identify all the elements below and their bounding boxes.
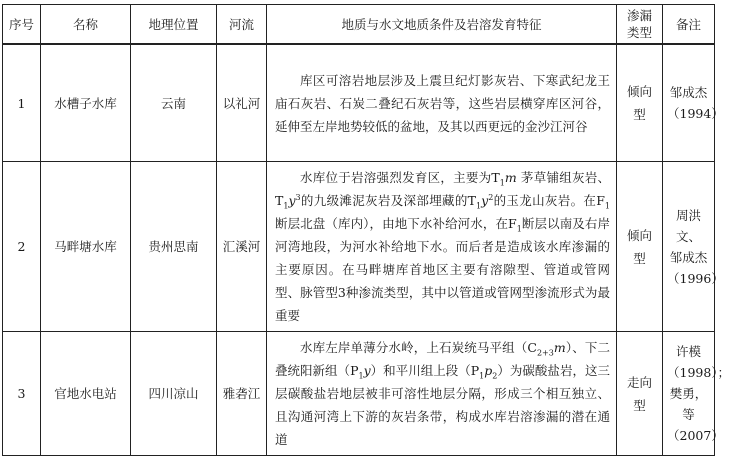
cell-location: 四川凉山 [131,332,217,456]
header-remarks: 备注 [663,5,715,45]
description-text: 库区可溶岩地层涉及上震旦纪灯影灰岩、下寒武纪龙王庙石灰岩、石炭二叠纪石灰岩等，这些岩层横穿库区河谷，延伸至左岸地势较低的盆地，及其以西更远的金沙江河谷 [275,72,610,134]
header-row [3,5,715,45]
cell-river: 以礼河 [217,44,267,162]
description-text: 水库位于岩溶强烈发育区，主要为$T_1m$ 茅草铺组灰岩、$T_1y^3$的九级滩泥灰岩及深部埋藏的$T_1y^2$的玉龙山灰岩。在$F_1$断层北盘（库内），由地下水补给河水，在$F_1$断层以南及右岸河湾地段，为河水补给地下水。而后者是造成该水库渗漏的主要原因。在马畔塘库首地区主要有溶隙型、管道或管网型、脉管型3种渗流类型，其中以管道或管网型渗流形式为最重要 [275,170,610,323]
table-row [3,44,715,162]
header-description: 地质与水文地质条件及岩溶发育特征 [267,5,617,45]
remark-line: （1998）； [667,365,730,380]
remark-line: 周洪文、 [675,207,701,244]
cell-remarks [663,332,730,456]
cell-index: 3 [3,332,41,456]
table-row [3,332,715,456]
header-location: 地理位置 [131,5,217,45]
cell-name: 水槽子水库 [41,44,131,162]
cell-leakage-type: 倾向型 [617,44,663,162]
cell-leakage-type: 倾向型 [617,162,663,332]
header-name: 名称 [41,5,131,45]
cell-description [267,162,617,332]
cell-remarks [663,44,724,162]
cell-index: 1 [3,44,41,162]
cell-river: 汇溪河 [217,162,267,332]
remark-line: （1996） [667,270,724,286]
description-text: 水库左岸单薄分水岭，上石炭统马平组$(C_{2+3}m)$、下二叠统阳新组$(P_1y)$和平川组上段$(P_1p_2)$为碳酸盐岩，这三层碳酸盐岩地层被非可溶性地层分隔，形成三个相互独立、且沟通河湾上下游的灰岩条带，构成水库岩溶渗漏的潜在通道 [275,340,610,447]
remark-line: 邹成杰 [669,85,708,100]
header-index: 序号 [3,5,41,45]
cell-location: 贵州思南 [131,162,217,332]
cell-index: 2 [3,162,41,332]
header-leakage-type: 渗漏类型 [617,5,663,45]
remark-line: 邹成杰 [669,249,708,265]
cell-location: 云南 [131,44,217,162]
cell-description [267,44,617,162]
cell-name: 马畔塘水库 [41,162,131,332]
table-row [3,162,715,332]
cell-river: 雅砻江 [217,332,267,456]
cell-leakage-type: 走向型 [617,332,663,456]
cell-name: 官地水电站 [41,332,131,456]
cell-remarks [663,162,724,332]
remark-line: （2007） [667,428,724,443]
remark-line: （1994） [667,106,724,121]
remark-line: 许模 [675,344,701,359]
karst-leakage-table [2,4,730,456]
header-river: 河流 [217,5,267,45]
remark-line: 樊勇，等 [669,386,708,422]
cell-description [267,332,617,456]
